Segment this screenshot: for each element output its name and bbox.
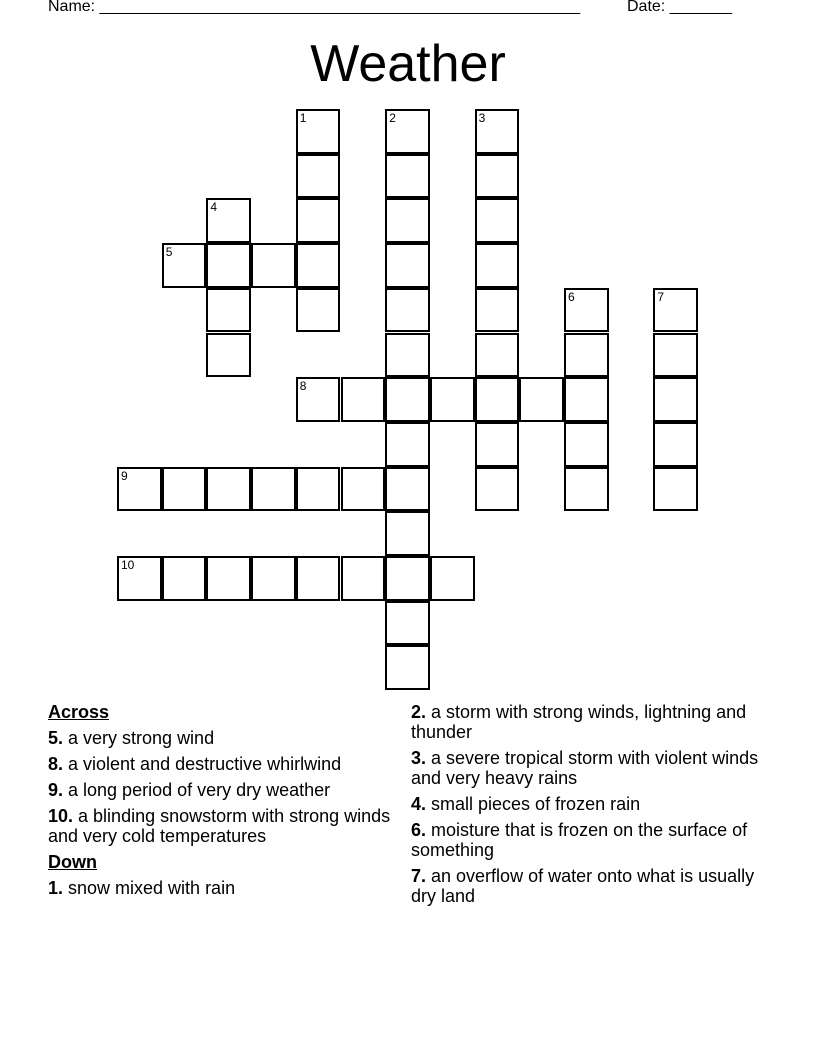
crossword-cell[interactable] bbox=[162, 556, 207, 601]
cell-number: 7 bbox=[657, 289, 665, 304]
crossword-cell[interactable] bbox=[430, 377, 475, 422]
crossword-cell[interactable] bbox=[385, 154, 430, 199]
crossword-cell[interactable] bbox=[385, 109, 430, 154]
crossword-cell[interactable] bbox=[564, 288, 609, 333]
crossword-cell[interactable] bbox=[385, 377, 430, 422]
crossword-cell[interactable] bbox=[564, 467, 609, 512]
crossword-cell[interactable] bbox=[251, 243, 296, 288]
clue-across-8 bbox=[48, 754, 398, 774]
cell-number: 8 bbox=[299, 379, 307, 394]
cell-number: 10 bbox=[121, 558, 135, 572]
crossword-cell[interactable] bbox=[475, 333, 520, 378]
clue-number: 9. bbox=[48, 780, 64, 800]
crossword-cell[interactable] bbox=[296, 467, 341, 512]
crossword-cell[interactable] bbox=[296, 377, 341, 422]
crossword-cell[interactable] bbox=[296, 288, 341, 333]
crossword-cell[interactable] bbox=[653, 288, 698, 333]
cell-number: 9 bbox=[121, 468, 128, 483]
clue-down-7 bbox=[411, 866, 761, 906]
crossword-cell[interactable] bbox=[206, 556, 251, 601]
crossword-cell[interactable] bbox=[117, 556, 162, 601]
crossword-cell[interactable] bbox=[162, 467, 207, 512]
clue-number: 4. bbox=[411, 794, 427, 814]
crossword-cell[interactable] bbox=[475, 243, 520, 288]
crossword-cell[interactable] bbox=[296, 556, 341, 601]
crossword-cell[interactable] bbox=[385, 243, 430, 288]
clue-number: 3. bbox=[411, 748, 427, 768]
clue-text: a very strong wind bbox=[63, 728, 215, 748]
crossword-cell[interactable] bbox=[251, 556, 296, 601]
crossword-cell[interactable] bbox=[251, 467, 296, 512]
crossword-cell[interactable] bbox=[653, 377, 698, 422]
down-heading: Down bbox=[48, 852, 97, 872]
crossword-cell[interactable] bbox=[475, 288, 520, 333]
crossword-cell[interactable] bbox=[564, 377, 609, 422]
clue-text: moisture that is frozen on the surface of something bbox=[411, 820, 748, 860]
clue-number: 8. bbox=[48, 754, 64, 774]
crossword-cell[interactable] bbox=[475, 467, 520, 512]
cell-number: 6 bbox=[568, 289, 575, 304]
crossword-cell[interactable] bbox=[385, 645, 430, 690]
crossword-cell[interactable] bbox=[519, 377, 564, 422]
crossword-cell[interactable] bbox=[385, 333, 430, 378]
crossword-cell[interactable] bbox=[475, 377, 520, 422]
clue-text: a storm with strong winds, lightning and thunder bbox=[411, 702, 747, 742]
crossword-cell[interactable] bbox=[475, 198, 520, 243]
crossword-cell[interactable] bbox=[430, 556, 475, 601]
crossword-cell[interactable] bbox=[206, 333, 251, 378]
clues-right-column bbox=[411, 702, 761, 912]
cell-number: 3 bbox=[478, 111, 486, 125]
crossword-cell[interactable] bbox=[564, 422, 609, 467]
clue-across-10 bbox=[48, 806, 398, 846]
crossword-cell[interactable] bbox=[117, 467, 162, 512]
crossword-cell[interactable] bbox=[385, 511, 430, 556]
crossword-cell[interactable] bbox=[385, 422, 430, 467]
crossword-cell[interactable] bbox=[296, 109, 341, 154]
crossword-cell[interactable] bbox=[206, 198, 251, 243]
clue-text: small pieces of frozen rain bbox=[426, 794, 641, 814]
crossword-cell[interactable] bbox=[385, 288, 430, 333]
crossword-cell[interactable] bbox=[206, 243, 251, 288]
crossword-cell[interactable] bbox=[475, 422, 520, 467]
crossword-cell[interactable] bbox=[475, 154, 520, 199]
cell-number: 1 bbox=[299, 111, 307, 125]
crossword-cell[interactable] bbox=[206, 467, 251, 512]
clue-number: 5. bbox=[48, 728, 64, 748]
crossword-cell[interactable] bbox=[296, 198, 341, 243]
crossword-cell[interactable] bbox=[162, 243, 207, 288]
crossword-cell[interactable] bbox=[653, 422, 698, 467]
crossword-cell[interactable] bbox=[475, 109, 520, 154]
crossword-cell[interactable] bbox=[385, 467, 430, 512]
crossword-cell[interactable] bbox=[653, 333, 698, 378]
crossword-cell[interactable] bbox=[653, 467, 698, 512]
crossword-cell[interactable] bbox=[341, 556, 386, 601]
crossword-cell[interactable] bbox=[341, 467, 386, 512]
crossword-cell[interactable] bbox=[385, 556, 430, 601]
name-field[interactable]: Name: ______________________________________________________ bbox=[48, 0, 581, 15]
cell-number: 5 bbox=[165, 245, 173, 260]
clue-down-4 bbox=[411, 794, 761, 814]
clue-down-1 bbox=[48, 878, 398, 898]
cell-number: 4 bbox=[210, 200, 218, 215]
clues-left-column bbox=[48, 702, 398, 904]
page-title: Weather bbox=[310, 35, 506, 93]
clue-down-2 bbox=[411, 702, 761, 742]
clue-text: a blinding snowstorm with strong winds and very cold temperatures bbox=[48, 806, 391, 846]
clue-number: 1. bbox=[48, 878, 64, 898]
clue-down-3 bbox=[411, 748, 761, 788]
crossword-cell[interactable] bbox=[206, 288, 251, 333]
clue-number: 2. bbox=[411, 702, 427, 722]
date-field[interactable]: Date: _______ bbox=[627, 0, 732, 15]
clue-text: a violent and destructive whirlwind bbox=[63, 754, 342, 774]
crossword-cell[interactable] bbox=[385, 198, 430, 243]
crossword-cell[interactable] bbox=[564, 333, 609, 378]
crossword-cell[interactable] bbox=[296, 154, 341, 199]
clue-number: 6. bbox=[411, 820, 427, 840]
clue-number: 10. bbox=[48, 806, 74, 826]
clue-text: snow mixed with rain bbox=[63, 878, 236, 898]
across-heading: Across bbox=[48, 702, 110, 722]
clue-across-5 bbox=[48, 728, 398, 748]
clue-text: an overflow of water onto what is usually dry land bbox=[411, 866, 755, 906]
clue-text: a severe tropical storm with violent winds and very heavy rains bbox=[411, 748, 759, 788]
crossword-cell[interactable] bbox=[341, 377, 386, 422]
clue-down-6 bbox=[411, 820, 761, 860]
crossword-cell[interactable] bbox=[385, 601, 430, 646]
clue-across-9 bbox=[48, 780, 398, 800]
clue-text: a long period of very dry weather bbox=[63, 780, 331, 800]
clue-number: 7. bbox=[411, 866, 427, 886]
crossword-cell[interactable] bbox=[296, 243, 341, 288]
cell-number: 2 bbox=[389, 111, 396, 125]
